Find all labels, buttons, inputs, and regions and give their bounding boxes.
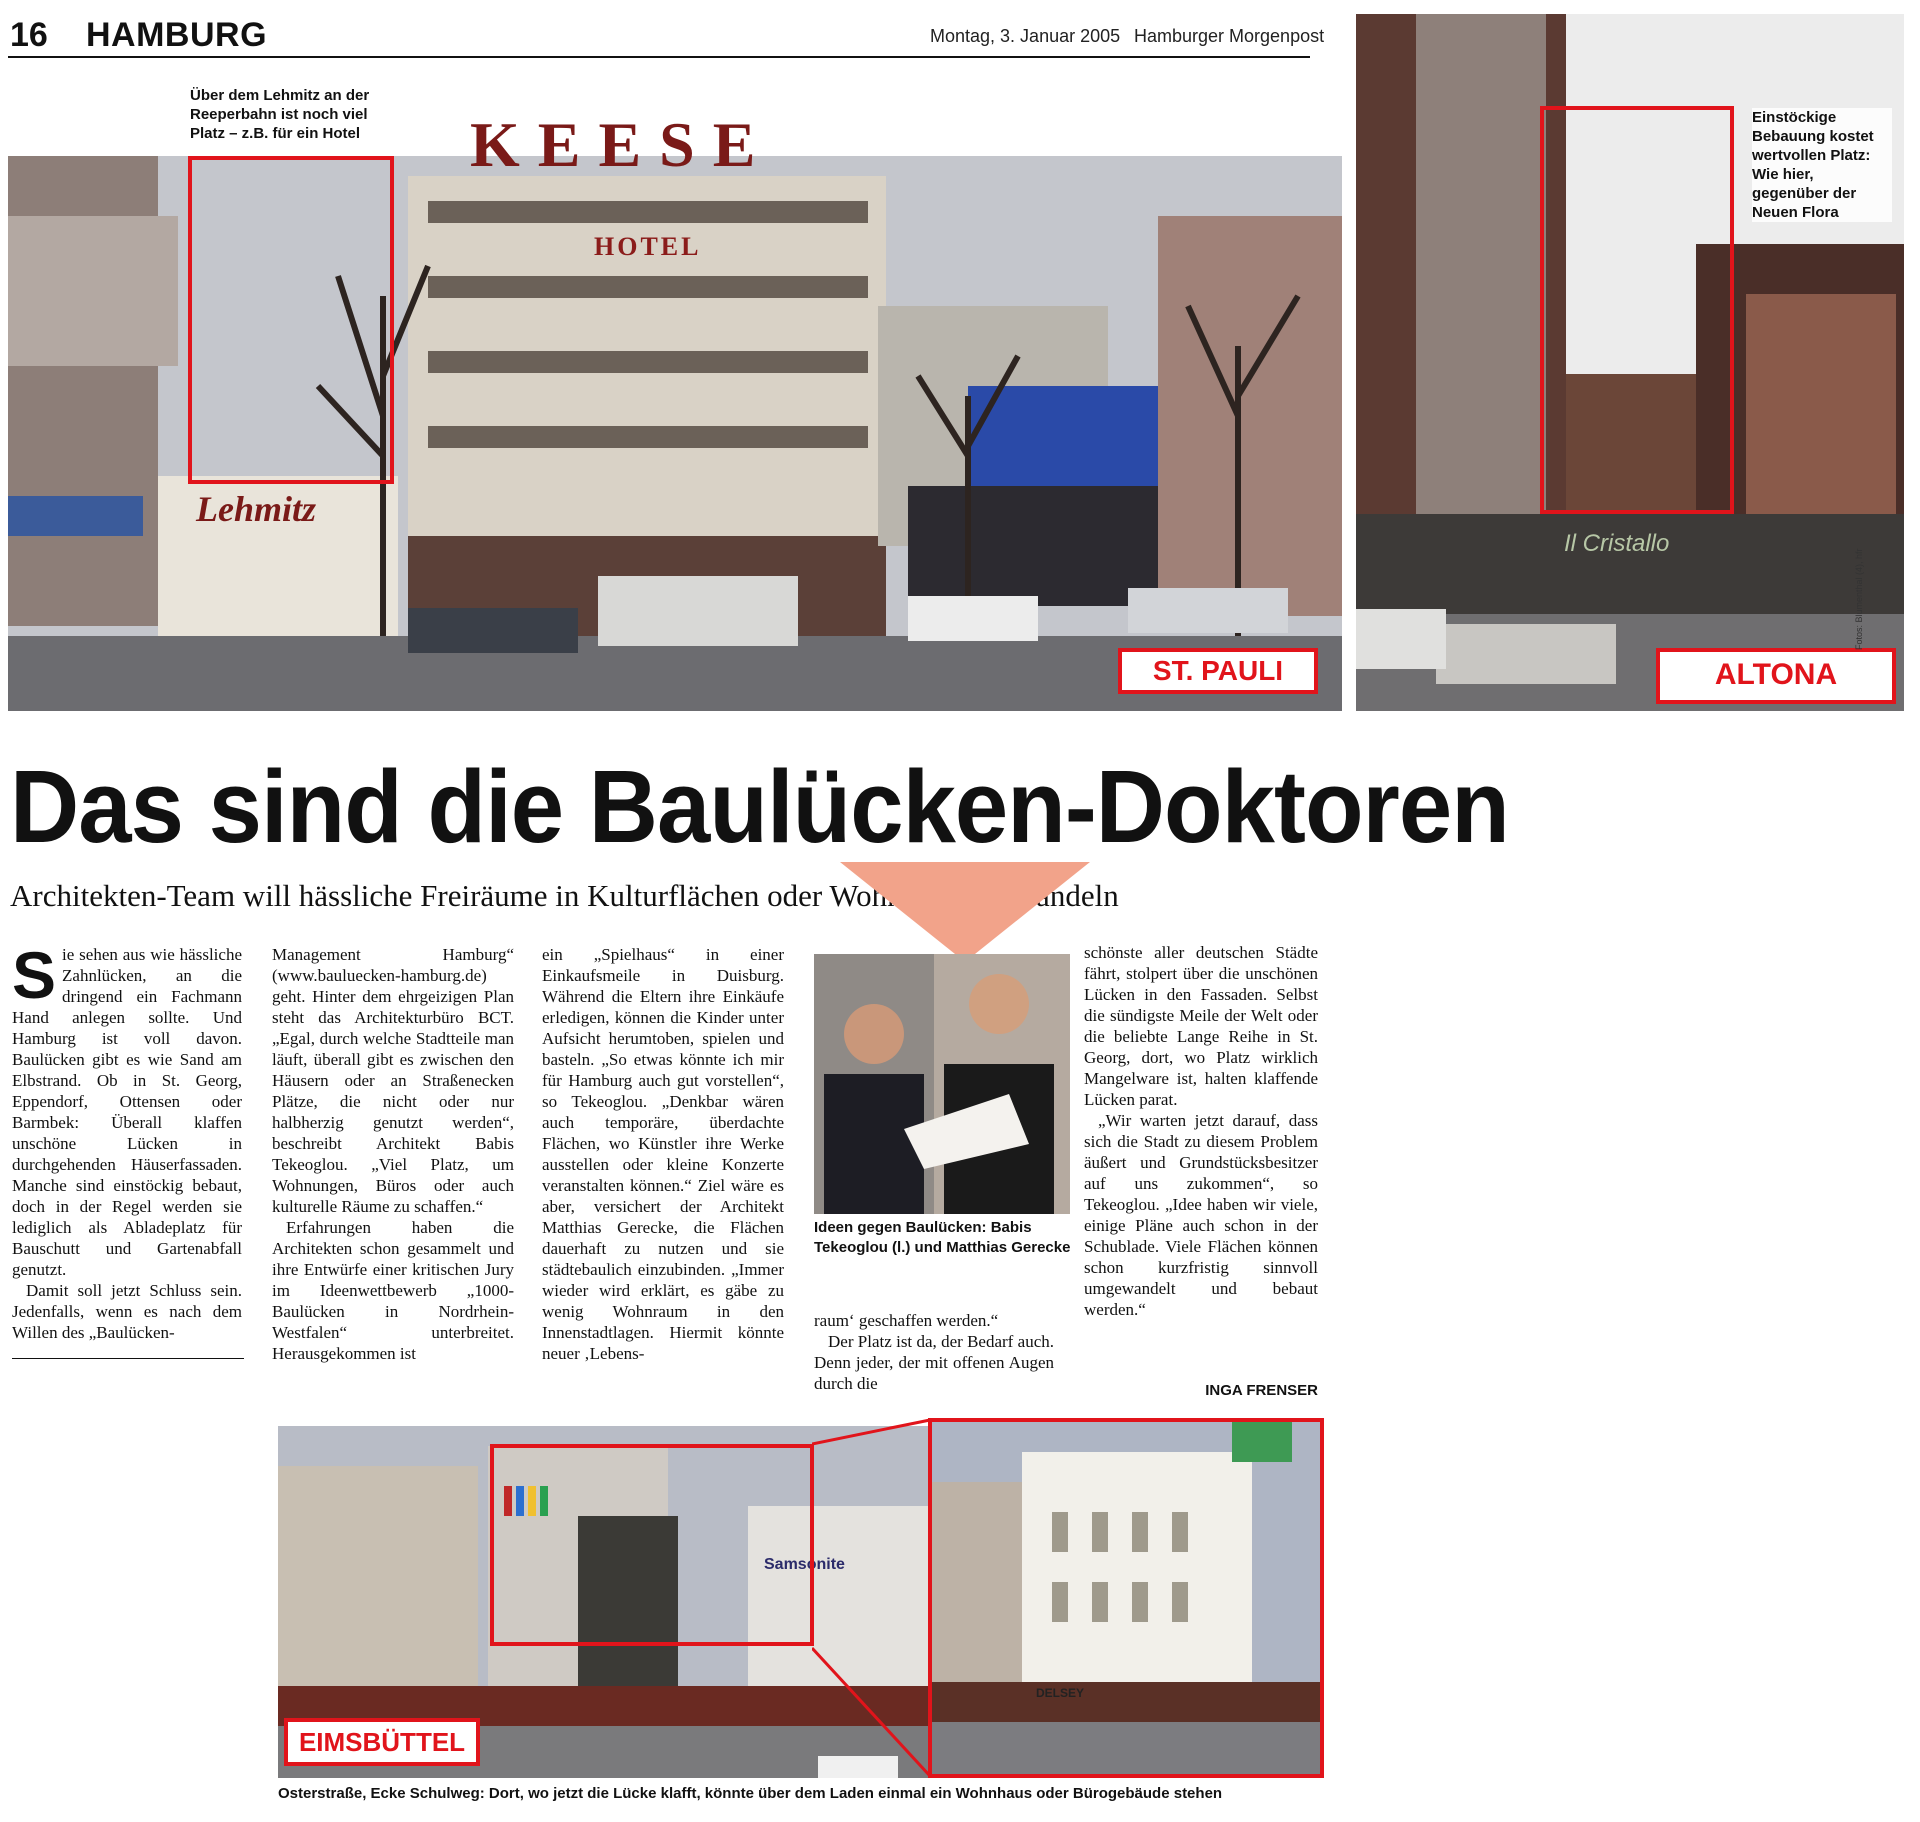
- dropcap: S: [12, 938, 57, 1012]
- eimsbuettel-photo-rendering: [928, 1418, 1324, 1778]
- col2-paragraph-1: Management Hamburg“ (www.bauluecken-hamburg.de) geht. Hinter dem ehrgeizigen Plan steht das Architekturbüro BCT. „Egal, durch welche Stadtteile man läuft, überall gibt es zwischen den Häusern oder an Straßenecken Plätze, die nicht oder nur halbherzig genutzt werden“, beschreibt Architekt Babis Tekeoglou. „Viel Platz, um Wohnungen, Büros oder auch kulturelle Räume zu schaffen.“: [272, 945, 514, 1216]
- keese-sign: KEESE: [470, 109, 774, 180]
- headline: Das sind die Baulücken-Doktoren: [10, 749, 1509, 864]
- column-4: [814, 1310, 1054, 1394]
- altona-gap-highlight: [1540, 106, 1734, 514]
- eimsbuettel-caption: Osterstraße, Ecke Schulweg: Dort, wo jetzt die Lücke klafft, könnte über dem Laden einmal ein Wohnhaus oder Bürogebäude stehen: [278, 1785, 1223, 1802]
- photo-credit: Fotos: Blumenthal (4), hfr: [1854, 548, 1864, 650]
- il-cristallo-sign: Il Cristallo: [1564, 530, 1670, 557]
- column-3: [542, 944, 784, 1364]
- column-2: [272, 944, 514, 1364]
- col1-paragraph-1: ie sehen aus wie hässliche Zahnlücken, an die dringend ein Fachmann Hand anlegen sollte. Und Hamburg ist voll davon. Baulücken gibt es wie Sand am Elbstrand. Ob in St. Georg, Eppendorf, Ottensen oder Barmbek: Überall klaffen unschöne Lücken in durchgehenden Häuserfassaden. Manche sind einstöckig bebaut, doch in der Regel werden sie lediglich als Abladeplatz für Bauschutt und Gartenabfall genutzt.: [12, 945, 242, 1279]
- dateline: Montag, 3. Januar 2005: [930, 26, 1121, 46]
- col5-paragraph-1: schönste aller deutschen Städte fährt, stolpert über die unschönen Lücken in den Fassaden. Selbst die sündigste Meile der Welt oder die beliebte Lange Reihe in St. Georg, dort, wo Platz wirklich Mangelware ist, halten klaffende Lücken parat.: [1084, 943, 1318, 1109]
- subheadline: Architekten-Team will hässliche Freiräume in Kulturflächen oder Wohnraum umwandeln: [10, 878, 1119, 913]
- lehmitz-sign: Lehmitz: [196, 489, 317, 529]
- samsonite-sign: Samsonite: [764, 1556, 845, 1573]
- eimsbuettel-tag: EIMSBÜTTEL: [284, 1718, 480, 1766]
- portrait-caption: Ideen gegen Baulücken: Babis Tekeoglou (l.) und Matthias Gerecke: [814, 1219, 1071, 1256]
- col4-paragraph-1: raum‘ geschaffen werden.“: [814, 1311, 999, 1330]
- st-pauli-gap-highlight: [188, 156, 394, 484]
- altona-callout: Einstöckige Bebauung kostet wertvollen Platz: Wie hier, gegenüber der Neuen Flora: [1752, 108, 1892, 222]
- column-1-end-rule: [12, 1358, 244, 1359]
- st-pauli-callout: Über dem Lehmitz an der Reeperbahn ist noch viel Platz – z.B. für ein Hotel: [190, 86, 380, 143]
- st-pauli-tag: ST. PAULI: [1118, 648, 1318, 694]
- col2-paragraph-2: Erfahrungen haben die Architekten schon gesammelt und ihre Entwürfe einer kritischen Jury im Ideenwettbewerb „1000-Baulücken in Nordrhein-Westfalen“ unterbreitet. Herausgekommen ist: [272, 1218, 514, 1363]
- masthead-rule: [8, 56, 1310, 58]
- col4-paragraph-2: Der Platz ist da, der Bedarf auch. Denn jeder, der mit offenen Augen durch die: [814, 1332, 1054, 1393]
- col5-paragraph-2: „Wir warten jetzt darauf, dass sich die Stadt zu diesem Problem äußert und Grundstücksbesitzer auf uns zukommen“, so Tekeoglou. „Idee haben wir viele, einige Pläne auch schon in der Schublade. Viele Flächen können schon kurzfristig sinnvoll umgewandelt und bebaut werden.“: [1084, 1111, 1318, 1319]
- page-number: 16: [10, 16, 48, 54]
- byline: INGA FRENSER: [1205, 1382, 1318, 1399]
- architects-portrait-photo: [814, 954, 1070, 1214]
- connector-lines: [812, 1416, 932, 1786]
- altona-tag: ALTONA: [1656, 648, 1896, 704]
- column-5: [1084, 942, 1318, 1320]
- pointer-arrow: [840, 862, 1090, 962]
- eimsbuettel-gap-highlight: [490, 1444, 814, 1646]
- col3-paragraph-1: ein „Spielhaus“ in einer Einkaufsmeile in Duisburg. Während die Eltern ihre Einkäufe erledigen, können die Kinder unter Aufsicht herumtoben, spielen und basteln. „So etwas könnte ich mir für Hamburg auch gut vorstellen“, so Tekeoglou. „Denkbar wären auch temporäre, überdachte Flächen, wo Künstler ihre Werke ausstellen oder kleine Konzerte veranstalten können.“ Ziel wäre es aber, versichert der Architekt Matthias Gerecke, die Flächen dauerhaft zu nutzen und sie städtebaulich einzubinden. „Immer wieder wird erklärt, es gäbe zu wenig Wohnraum in den Innenstadtlagen. Hiermit könnte neuer ‚Lebens-: [542, 945, 784, 1363]
- hotel-sign: HOTEL: [594, 232, 702, 261]
- delsey-sign: DELSEY: [1036, 1686, 1085, 1700]
- column-1: [12, 938, 242, 1343]
- section-title: HAMBURG: [86, 16, 268, 54]
- newspaper-name: Hamburger Morgenpost: [1134, 26, 1325, 46]
- col1-paragraph-2: Damit soll jetzt Schluss sein. Jedenfalls, wenn es nach dem Willen des „Baulücken-: [12, 1281, 242, 1342]
